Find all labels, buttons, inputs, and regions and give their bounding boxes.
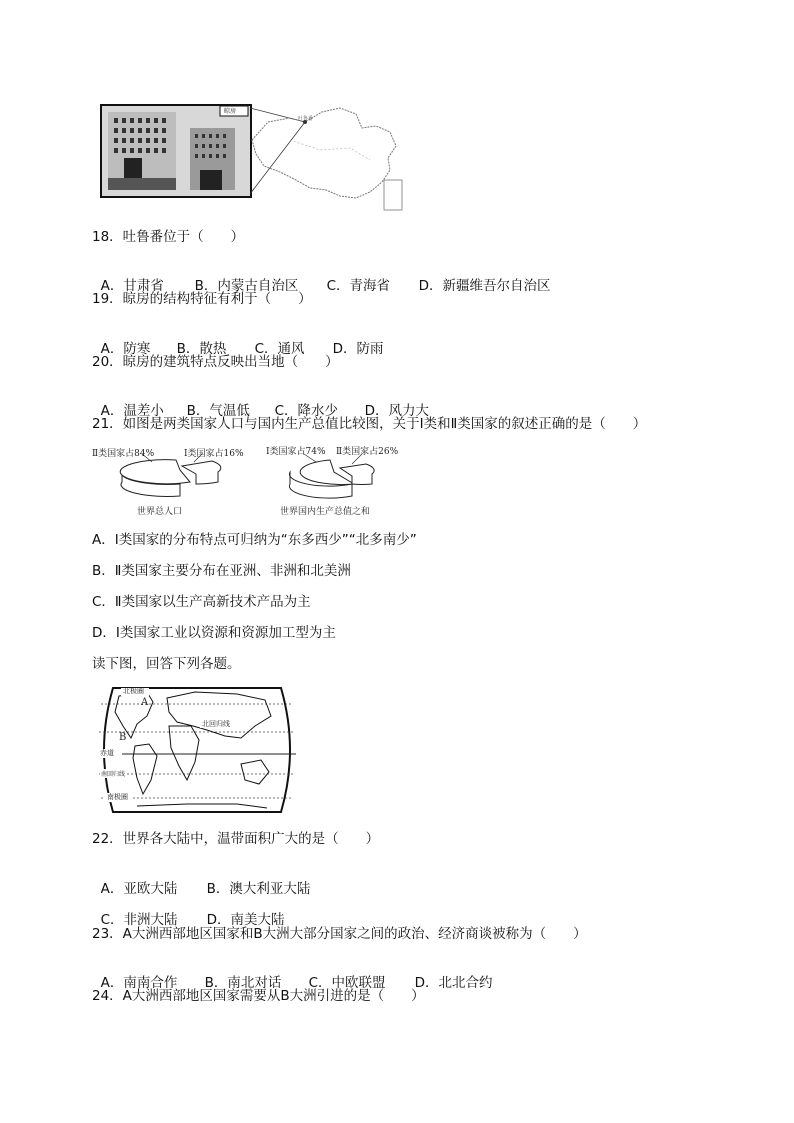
q20-option-c[interactable]: C．降水少 [274,403,339,419]
photo-and-map [100,100,420,216]
turpan-map-label: 吐鲁番 [298,116,314,122]
q21-option-d[interactable]: D．Ⅰ类国家工业以资源和资源加工型为主 [92,625,336,641]
figure-drying-house-map [100,100,420,216]
q18-option-a[interactable]: A．甘肃省 [100,278,164,294]
q22-stem: 22．世界各大陆中，温带面积广大的是（ ） [92,831,380,847]
q21-stem: 21．如图是两类国家人口与国内生产总值比较图，关于Ⅰ类和Ⅱ类国家的叙述正确的是（ ） [92,416,647,432]
q21-option-a[interactable]: A．Ⅰ类国家的分布特点可归纳为“东多西少”“北多南少” [92,532,417,548]
figure-country-comparison [90,440,430,520]
pie2-caption: 世界国内生产总值之和 [280,507,371,517]
q20-stem: 20．晾房的建筑特点反映出当地（ ） [92,354,339,370]
q24-stem: 24．A大洲西部地区国家需要从B大洲引进的是（ ） [92,988,425,1004]
q19-option-a[interactable]: A．防寒 [100,341,151,357]
continent-a-label: A [141,697,149,708]
q23-stem: 23．A大洲西部地区国家和B大洲大部分国家之间的政治、经济商谈被称为（ ） [92,926,587,942]
q22-option-d[interactable]: D．南美大陆 [206,912,285,928]
antarctic-circle-label: 南极圈 [107,793,128,801]
q20-option-d[interactable]: D．风力大 [364,403,429,419]
pie2-large-slice [289,460,354,498]
q22-option-b[interactable]: B．澳大利亚大陆 [206,881,311,897]
q19-option-c[interactable]: C．通风 [254,341,305,357]
pie2-big-label: Ⅰ类国家占74% [266,447,326,457]
q23-option-b[interactable]: B．南北对话 [204,975,282,991]
q22-option-c[interactable]: C．非洲大陆 [100,912,178,928]
intro-text: 读下图，回答下列各题。 [92,656,241,672]
q21-option-b[interactable]: B．Ⅱ类国家主要分布在亚洲、非洲和北美洲 [92,563,351,579]
q22-options-row2 [92,893,285,929]
q19-option-d[interactable]: D．防雨 [332,341,384,357]
arctic-circle-label: 北极圈 [123,687,144,695]
q23-option-d[interactable]: D．北北合约 [414,975,493,991]
q23-option-a[interactable]: A．南南合作 [100,975,178,991]
pie1-caption: 世界总人口 [137,507,183,517]
q18-stem: 18．吐鲁番位于（ ） [92,229,245,245]
drying-house-sign: 晾房 [224,108,237,115]
figure-world-map [97,682,297,818]
pie1-large-slice [120,460,190,497]
pie1-big-label: Ⅱ类国家占84% [92,449,155,459]
q19-option-b[interactable]: B．散热 [176,341,227,357]
tropic-of-cancer-label: 北回归线 [202,720,230,728]
continent-b-label: B [119,732,127,743]
q19-stem: 19．晾房的结构特征有利于（ ） [92,291,312,307]
q23-option-c[interactable]: C．中欧联盟 [308,975,386,991]
q18-option-c[interactable]: C．青海省 [326,278,391,294]
pie1-small-label: Ⅰ类国家占16% [184,449,244,459]
q20-option-b[interactable]: B．气温低 [186,403,250,419]
q20-option-a[interactable]: A．温差小 [100,403,164,419]
q21-option-c[interactable]: C．Ⅱ类国家以生产高新技术产品为主 [92,594,311,610]
pie2-small-label: Ⅱ类国家占26% [336,447,399,457]
q18-option-d[interactable]: D．新疆维吾尔自治区 [418,278,551,294]
tropic-of-capricorn-label: 南回归线 [101,771,126,778]
q22-option-a[interactable]: A．亚欧大陆 [100,881,178,897]
q18-option-b[interactable]: B．内蒙古自治区 [194,278,299,294]
equator-label: 赤道 [100,749,114,757]
